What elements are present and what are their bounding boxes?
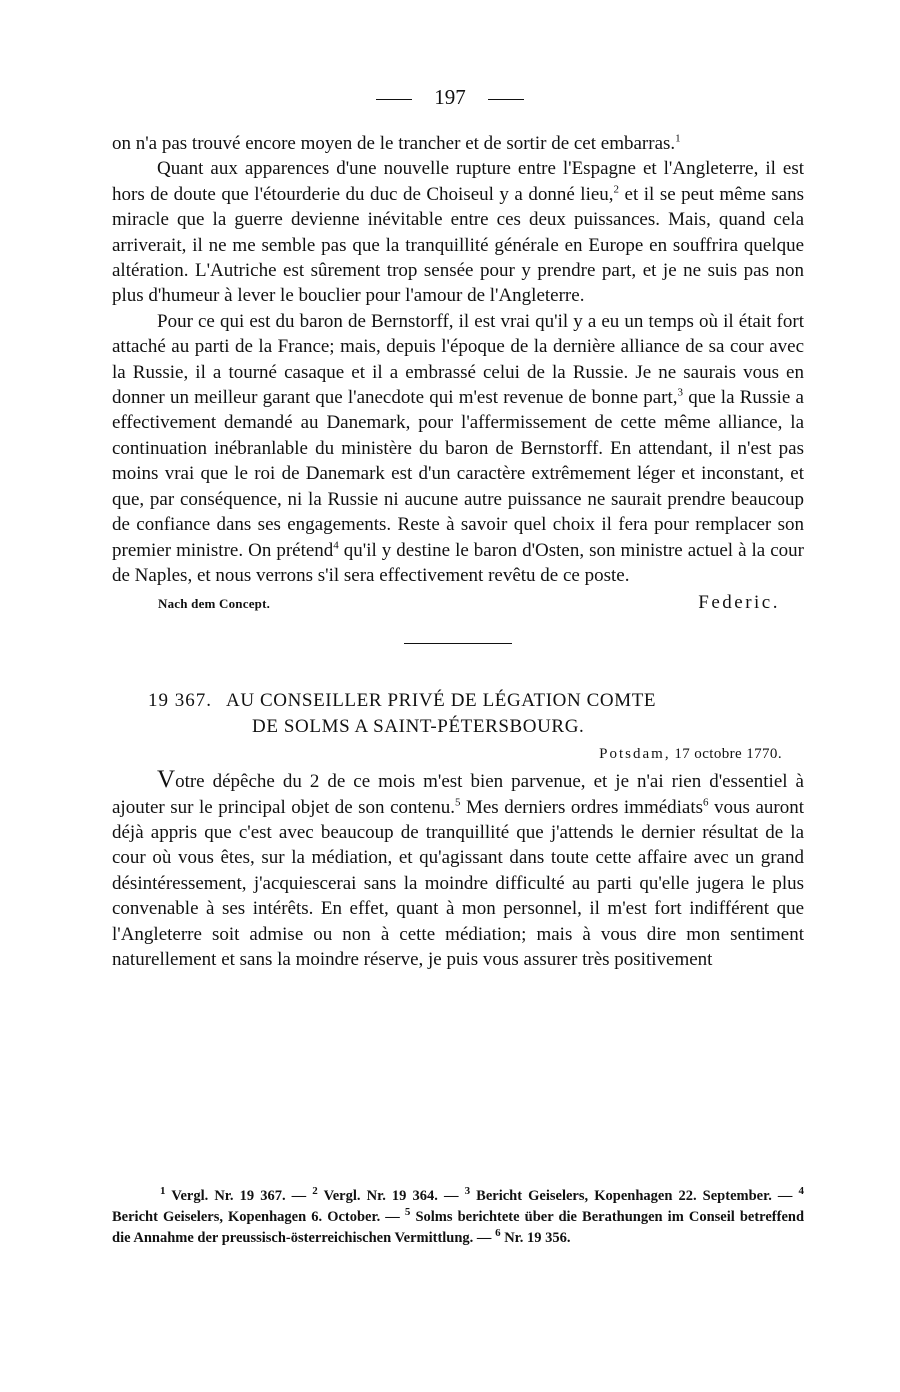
paragraph-bernstorff: [112, 309, 804, 588]
footnote-mark-2: 2: [312, 1185, 318, 1198]
footnote-text-6: Nr. 19 356.: [500, 1230, 571, 1246]
paragraph-2-text-b: et il se peut même sans miracle que la guerre devienne inévitable entre ces deux puissances. Mais, quand cela arriverait, il ne me semble pas que la tranquillité générale en Europe en souffrira quelque altération. L'Autriche est sûrement trop sensée pour y prendre part, et je ne suis pas non plus d'humeur à lever le bouclier pour l'amour de l'Angleterre.: [112, 183, 804, 307]
date-value: 17 octobre 1770.: [674, 745, 782, 762]
letter-text-c: vous auront déjà appris que c'est avec beaucoup de tranquillité que j'attends le dernier résultat de la cour où vous êtes, sur la médiation, et qu'agissant dans toute cette affaire avec un grand désintéressement, j'acquiescerai sans la moindre difficulté au parti qu'elle jugera le plus convenable à ses intérêts. En effet, quant à mon personnel, il m'est fort indifférent que l'Angleterre soit admise ou non à cette médiation; mais à vous dire mon sentiment naturellement et sans la moindre réserve, je puis vous assurer très positivement: [112, 796, 804, 970]
paragraph-1-line-2: embarras.: [600, 133, 676, 154]
footnote-ref-6[interactable]: 6: [703, 796, 709, 809]
paragraph-3-text-c: qu'il y destine le baron d'Osten, son ministre actuel à la cour de Naples, et nous verrons s'il sera effectivement revêtu de ce poste.: [112, 539, 804, 586]
footnote-mark-5: 5: [404, 1206, 411, 1219]
footnote-mark-3: 3: [464, 1185, 471, 1198]
paragraph-1-line-1: on n'a pas trouvé encore moyen de le trancher et de sortir de cet: [112, 133, 597, 154]
running-header: [0, 84, 900, 110]
signature-row: [112, 590, 804, 616]
paragraph-3-text-b: que la Russie a effectivement demandé au Danemark, pour l'affermissement de cette même alliance, la continuation inébranlable du ministère du baron de Bernstorff. En attendant, il n'est pas moins vrai que le roi de Danemark est d'un caractère extrêmement léger et inconstant, et que, par conséquence, ni la Russie ni aucune autre puissance ne saurait prendre beaucoup de confiance dans ses engagements. Reste à savoir quel choix il fera pour remplacer son premier ministre. On prétend: [112, 387, 804, 561]
document-heading: [112, 688, 804, 740]
footnote-text-3: Bericht Geiselers, Kopenhagen 22. September. —: [470, 1188, 799, 1204]
footnote-list: [112, 1186, 804, 1249]
date-place: Potsdam,: [599, 745, 671, 762]
document-title-line-1: AU CONSEILLER PRIVÉ DE LÉGATION COMTE: [226, 689, 657, 711]
header-dash-right: [488, 99, 524, 100]
paragraph-2-text-a: Quant aux apparences d'une nouvelle rupture entre l'Espagne et l'Angleterre, il est hors de doute que l'étourderie du duc de Choiseul y a donné lieu,: [112, 158, 804, 205]
section-divider: [404, 643, 512, 644]
footnote-text-4: Bericht Geiselers, Kopenhagen 6. October. —: [112, 1209, 405, 1225]
document-title-line-2: DE SOLMS A SAINT-PÉTERSBOURG.: [252, 715, 585, 737]
document-number: 19 367.: [148, 689, 212, 711]
letter-body: [112, 767, 804, 972]
footnote-text-1: Vergl. Nr. 19 367. —: [165, 1188, 313, 1204]
footnotes: [112, 1186, 804, 1249]
header-dash-left: [376, 99, 412, 100]
footnote-ref-3[interactable]: 3: [677, 386, 684, 399]
footnote-mark-4: 4: [798, 1185, 805, 1198]
footnote-text-2: Vergl. Nr. 19 364. —: [317, 1188, 465, 1204]
main-text: [112, 131, 804, 972]
page-number: 197: [434, 85, 466, 109]
footnote-ref-2[interactable]: 2: [613, 183, 620, 196]
footnote-ref-5[interactable]: 5: [454, 796, 461, 809]
footnote-ref-1[interactable]: 1: [675, 132, 681, 145]
paragraph-spain-england: [112, 156, 804, 308]
footnote-ref-4[interactable]: 4: [333, 539, 339, 552]
signature: Federic.: [698, 592, 780, 614]
paragraph-3-text-a: Pour ce qui est du baron de Bernstorff, il est vrai qu'il y a eu un temps où il était fort attaché au parti de la France; mais, depuis l'époque de la dernière alliance de sa cour avec la Russie, il a tourné casaque et il a embrassé celui de la Russie. Je ne saurais vous en donner un meilleur garant que l'anecdote qui m'est revenue de bonne part,: [112, 310, 804, 409]
source-note: Nach dem Concept.: [158, 596, 271, 612]
paragraph-continued: [112, 131, 804, 156]
letter-text-b: Mes derniers ordres immédiats: [460, 796, 704, 818]
footnote-text-5: Solms berichtete über die Berathungen im Conseil betreffend die Annahme der preussisch-österreichischen Vermittlung. —: [112, 1209, 805, 1246]
footnote-mark-6: 6: [495, 1227, 501, 1240]
letter-initial: V: [157, 766, 176, 794]
footnote-mark-1: 1: [160, 1185, 166, 1198]
dateline: [112, 742, 804, 767]
letter-text-a: otre dépêche du 2 de ce mois m'est bien parvenue, et je n'ai rien d'essentiel à ajouter sur le principal objet de son contenu.: [112, 771, 804, 818]
